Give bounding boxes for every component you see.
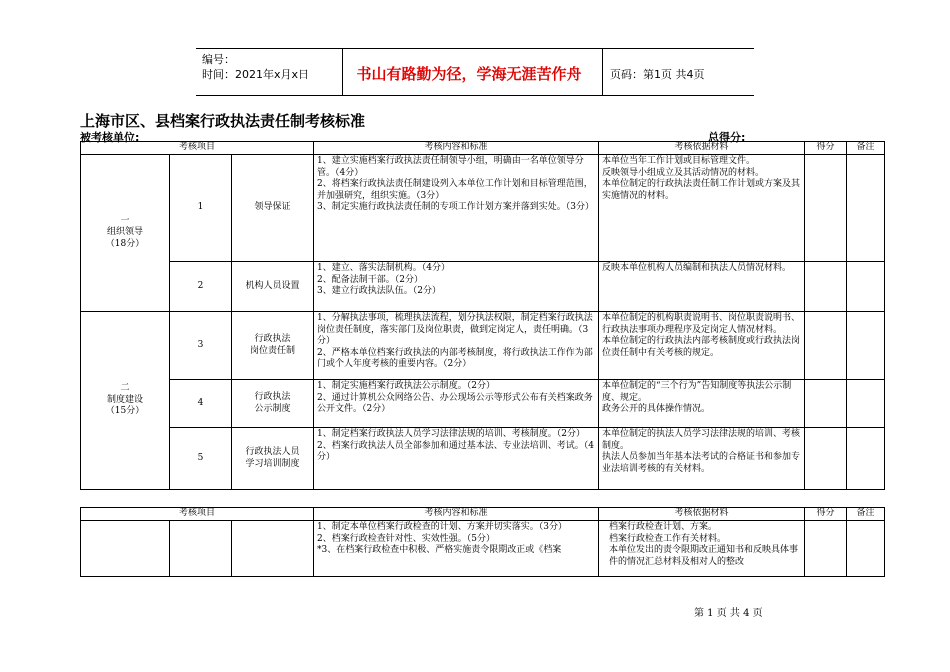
header-material: 考核依据材料 (599, 142, 805, 155)
remark-cell[interactable] (847, 428, 885, 490)
table-row (81, 262, 885, 312)
date-label: 时间：2021年x月x日 (202, 68, 310, 81)
document-title: 上海市区、县档案行政执法责任制考核标准 (80, 112, 366, 130)
row-content: 1、制定实施档案行政执法公示制度。（2分） 2、通过计算机公众网络公告、办公现场公示等形式公布有关档案政务公开文件。（2分） (314, 380, 599, 428)
motto: 书山有路勤为径，学海无涯苦作舟 (356, 65, 582, 83)
row-index (170, 521, 232, 577)
number-label: 编号： (202, 53, 235, 66)
row-material: 本单位制定的执法人员学习法律法规的培训、考核制度。 执法人员参加当年基本法考试的合格证书和参加专业法培训考核的有关材料。 (599, 428, 805, 490)
remark-cell[interactable] (847, 262, 885, 312)
section-name: 组织领导 (106, 227, 143, 238)
section-cell (81, 521, 170, 577)
row-name: 机构人员设置 (232, 262, 314, 312)
table-header-row (81, 142, 885, 155)
remark-cell[interactable] (847, 155, 885, 262)
table-header-row (81, 508, 885, 521)
row-name: 行政执法 公示制度 (232, 380, 314, 428)
row-material: 档案行政检查计划、方案。 档案行政检查工作有关材料。 本单位发出的责令限期改正通知书和反映具体事件的情况汇总材料及相对人的整改 (599, 521, 805, 577)
header-divider (602, 49, 603, 95)
remark-cell[interactable] (847, 312, 885, 380)
row-index: 1 (170, 155, 232, 262)
header-left (202, 52, 309, 82)
table-row (81, 428, 885, 490)
score-cell[interactable] (805, 155, 847, 262)
assessment-table (80, 141, 885, 490)
row-material: 本单位当年工作计划或目标管理文件。 反映领导小组成立及其活动情况的材料。 本单位制定的行政执法责任制工作计划或方案及其实施情况的材料。 (599, 155, 805, 262)
section-cell (81, 155, 170, 312)
assessment-table-continued (80, 507, 885, 577)
header-content: 考核内容和标准 (314, 142, 599, 155)
row-name: 领导保证 (232, 155, 314, 262)
section-points: （15分） (105, 406, 145, 417)
score-cell[interactable] (805, 312, 847, 380)
header-item: 考核项目 (81, 142, 314, 155)
row-material: 本单位制定的“三个行为”告知制度等执法公示制度、规定。 政务公开的具体操作情况。 (599, 380, 805, 428)
row-content: 1、建立实施档案行政执法责任制领导小组，明确由一名单位领导分管。（4分） 2、将档案行政执法责任制建设列入本单位工作计划和目标管理范围，并加强研究，组织实施。（3分） 3、制定实施行政执法责任制的专项工作计划方案并落到实处。（3分） (314, 155, 599, 262)
score-cell[interactable] (805, 262, 847, 312)
row-index: 4 (170, 380, 232, 428)
table-row (81, 380, 885, 428)
header-box (196, 48, 754, 96)
header-divider (342, 49, 343, 95)
row-content: 1、制定档案行政执法人员学习法律法规的培训、考核制度。（2分） 2、档案行政执法人员全部参加和通过基本法、专业法培训、考试。（4分） (314, 428, 599, 490)
remark-cell[interactable] (847, 521, 885, 577)
header-remark: 备注 (847, 142, 885, 155)
header-content: 考核内容和标准 (314, 508, 599, 521)
header-score: 得分 (805, 508, 847, 521)
row-content: 1、分解执法事项，梳理执法流程，划分执法权限，制定档案行政执法岗位责任制度，落实部门及岗位职责，做到定岗定人，责任明确。（3分） 2、严格本单位档案行政执法的内部考核制度，将行政执法工作作为部门或个人年度考核的重要内容。（2分） (314, 312, 599, 380)
score-cell[interactable] (805, 380, 847, 428)
remark-cell[interactable] (847, 380, 885, 428)
row-index: 5 (170, 428, 232, 490)
section-points: （18分） (105, 238, 145, 249)
page-info: 页码：第1页 共4页 (610, 68, 705, 81)
row-index: 3 (170, 312, 232, 380)
header-item: 考核项目 (81, 508, 314, 521)
table-row (81, 312, 885, 380)
section-number: 二 (120, 383, 130, 394)
header-material: 考核依据材料 (599, 508, 805, 521)
row-name: 行政执法人员 学习培训制度 (232, 428, 314, 490)
score-cell[interactable] (805, 428, 847, 490)
row-name (232, 521, 314, 577)
page-footer: 第 1 页 共 4 页 (694, 608, 763, 619)
section-number: 一 (120, 215, 130, 226)
row-content: 1、制定本单位档案行政检查的计划、方案并切实落实。（3分） 2、档案行政检查针对性、实效性强。（5分） *3、在档案行政检查中积极、严格实施责令限期改正或《档案 (314, 521, 599, 577)
header-remark: 备注 (847, 508, 885, 521)
table-row (81, 521, 885, 577)
table-row (81, 155, 885, 262)
section-name: 制度建设 (106, 394, 143, 405)
header-score: 得分 (805, 142, 847, 155)
total-score-label: 总得分: (708, 131, 746, 144)
assessed-unit-label: 被考核单位: (80, 131, 140, 144)
row-name: 行政执法 岗位责任制 (232, 312, 314, 380)
row-material: 本单位制定的机构职责说明书、岗位职责说明书、行政执法事项办理程序及定岗定人情况材料。 本单位制定的行政执法内部考核制度或行政执法岗位责任制中有关考核的规定。 (599, 312, 805, 380)
row-material: 反映本单位机构人员编制和执法人员情况材料。 (599, 262, 805, 312)
section-cell (81, 312, 170, 490)
row-content: 1、建立、落实法制机构。（4分） 2、配备法制干部。（2分） 3、建立行政执法队伍。（2分） (314, 262, 599, 312)
row-index: 2 (170, 262, 232, 312)
score-cell[interactable] (805, 521, 847, 577)
